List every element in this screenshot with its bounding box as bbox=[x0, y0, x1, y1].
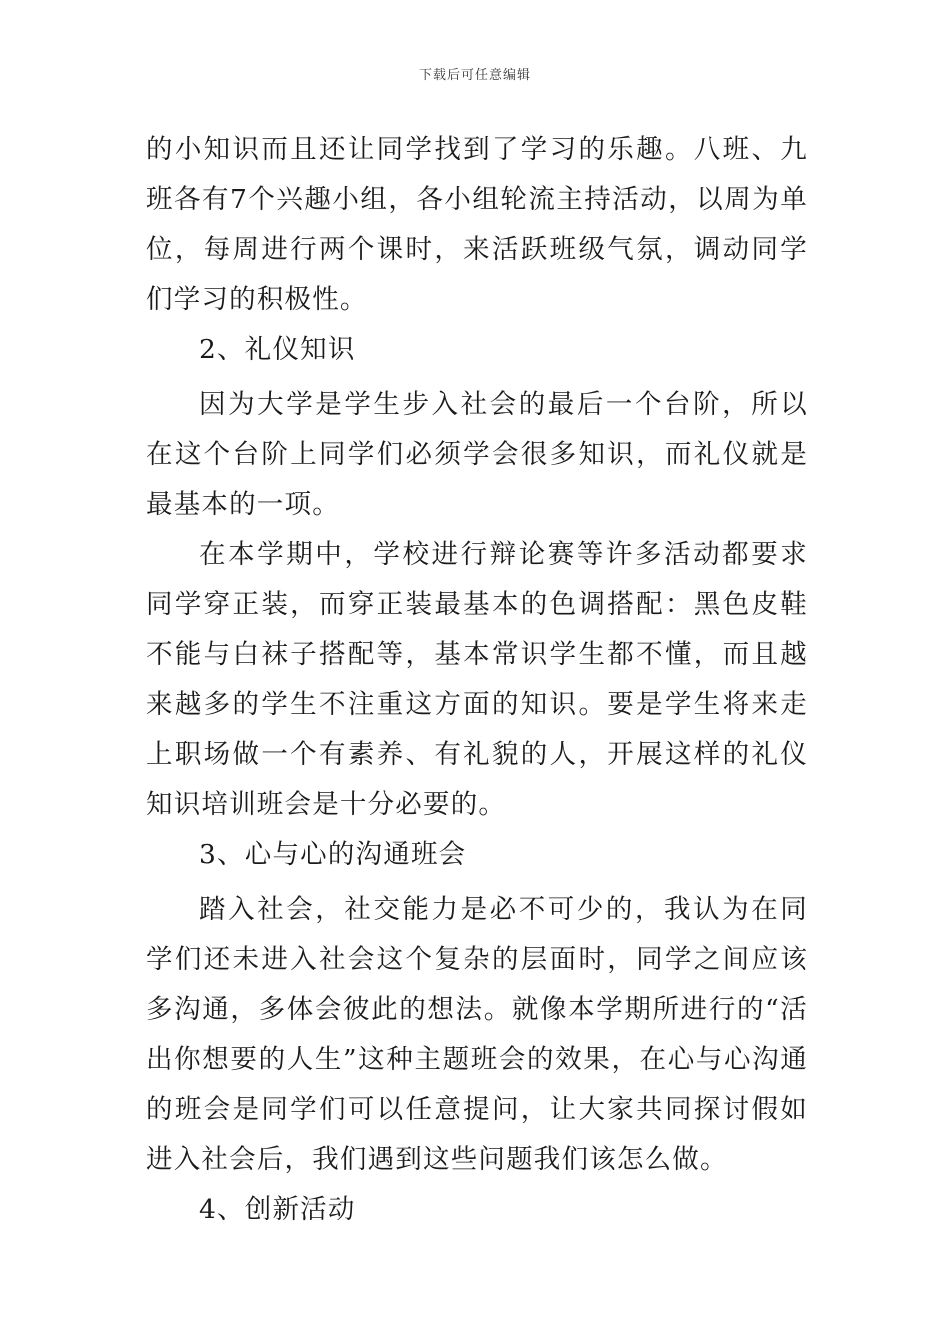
section-heading-etiquette: 2、礼仪知识 bbox=[199, 334, 356, 365]
section-heading-innovation: 4、创新活动 bbox=[199, 1194, 356, 1225]
document-body bbox=[146, 125, 808, 1240]
paragraph-continuation: 的小知识而且还让同学找到了学习的乐趣。八班、九班各有7个兴趣小组，各小组轮流主持活动，以周为单位，每周进行两个课时，来活跃班级气氛，调动同学们学习的积极性。 bbox=[146, 134, 808, 315]
paragraph-communication: 踏入社会，社交能力是必不可少的，我认为在同学们还未进入社会这个复杂的层面时，同学之间应该多沟通，多体会彼此的想法。就像本学期所进行的“活出你想要的人生”这种主题班会的效果，在心与心沟通的班会是同学们可以任意提问，让大家共同探讨假如进入社会后，我们遇到这些问题我们该怎么做。 bbox=[146, 894, 808, 1175]
paragraph-etiquette-intro: 因为大学是学生步入社会的最后一个台阶，所以在这个台阶上同学们必须学会很多知识，而礼仪就是最基本的一项。 bbox=[146, 389, 808, 520]
page-header: 下载后可任意编辑 bbox=[418, 68, 531, 83]
paragraph-etiquette-detail: 在本学期中，学校进行辩论赛等许多活动都要求同学穿正装，而穿正装最基本的色调搭配：黑色皮鞋不能与白袜子搭配等，基本常识学生都不懂，而且越来越多的学生不注重这方面的知识。要是学生将来走上职场做一个有素养、有礼貌的人，开展这样的礼仪知识培训班会是十分必要的。 bbox=[146, 539, 808, 820]
section-heading-communication: 3、心与心的沟通班会 bbox=[199, 839, 467, 870]
